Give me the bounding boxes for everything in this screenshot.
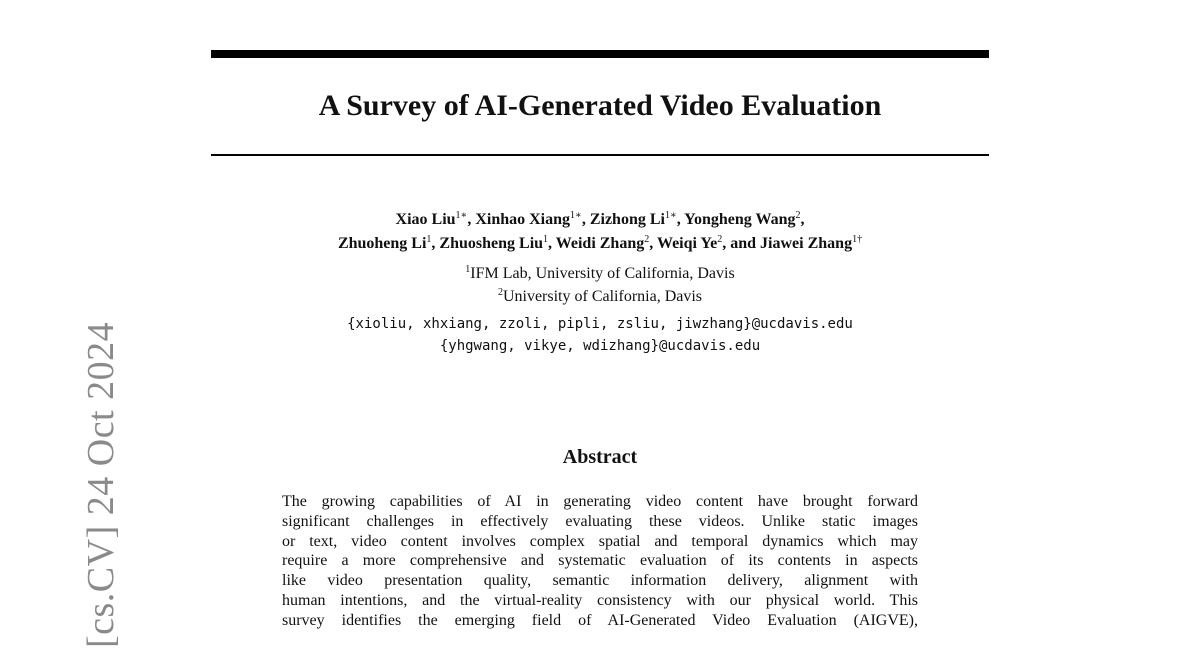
author-affiliation-mark: 1† [852, 234, 863, 245]
email-line-1: {xioliu, xhxiang, zzoli, pipli, zsliu, jiwzhang}@ucdavis.edu [347, 316, 853, 332]
affiliation-1 [211, 262, 989, 285]
author-affiliation-mark: 1∗ [664, 210, 677, 221]
author-name: Yongheng Wang [684, 211, 796, 228]
email-line-2: {yhgwang, vikye, wdizhang}@ucdavis.edu [439, 338, 761, 354]
author-name: Xinhao Xiang [475, 211, 571, 228]
author-name: Zhuoheng Li [337, 235, 427, 252]
author-name: Weiqi Ye [656, 235, 718, 252]
arxiv-stamp [26, 300, 122, 648]
email-block [211, 313, 989, 357]
abstract-line: require a more comprehensive and systematic evaluation of its contents in aspects [282, 552, 918, 570]
author-separator: , [649, 235, 657, 252]
author-affiliation-mark: 2 [644, 234, 650, 245]
author-separator: , [676, 211, 685, 228]
author-affiliation-mark: 1 [426, 234, 432, 245]
abstract-line: or text, video content involves complex spatial and temporal dynamics which may [282, 532, 918, 550]
affiliation-block [211, 262, 989, 308]
author-separator: , [548, 235, 556, 252]
author-line-1 [211, 208, 989, 232]
abstract-line: human intentions, and the virtual-reality consistency with our physical world. This [282, 591, 918, 609]
author-affiliation-mark: 1 [543, 234, 549, 245]
affiliation-2-mark: 2 [497, 287, 503, 298]
author-name: Zhuosheng Liu [439, 235, 544, 252]
author-name: Weidi Zhang [555, 235, 645, 252]
paper-title: A Survey of AI-Generated Video Evaluation [318, 89, 882, 122]
abstract-body [282, 492, 918, 631]
affiliation-2-text: University of California, Davis [502, 288, 703, 305]
abstract-line: The growing capabilities of AI in generating video content have brought forward [282, 493, 918, 510]
abstract-heading: Abstract [562, 446, 638, 468]
affiliation-1-text: IFM Lab, University of California, Davis [470, 265, 735, 282]
affiliation-1-mark: 1 [465, 264, 471, 275]
author-separator: , [722, 235, 731, 252]
title-bottom-rule [211, 154, 989, 156]
author-affiliation-mark: 2 [717, 234, 723, 245]
arxiv-stamp-text: [cs.CV] 24 Oct 2024 [80, 321, 122, 648]
author-separator: , [581, 211, 590, 228]
author-block [211, 208, 989, 256]
author-separator: , [431, 235, 440, 252]
author-affiliation-mark: 2 [795, 210, 801, 221]
author-separator: , [800, 211, 805, 228]
abstract-line: survey identifies the emerging field of AI-Generated Video Evaluation (AIGVE), [282, 611, 918, 629]
abstract-line: significant challenges in effectively evaluating these videos. Unlike static images [282, 512, 918, 530]
abstract-line: like video presentation quality, semantic information delivery, alignment with [282, 572, 918, 590]
author-line-2 [211, 232, 989, 256]
author-name: and Jiawei Zhang [730, 235, 853, 252]
affiliation-2 [211, 285, 989, 308]
author-name: Zizhong Li [589, 211, 665, 228]
author-affiliation-mark: 1∗ [455, 210, 468, 221]
author-affiliation-mark: 1∗ [570, 210, 582, 221]
author-separator: , [467, 211, 476, 228]
author-name: Xiao Liu [395, 211, 456, 228]
title-top-rule [211, 50, 989, 58]
